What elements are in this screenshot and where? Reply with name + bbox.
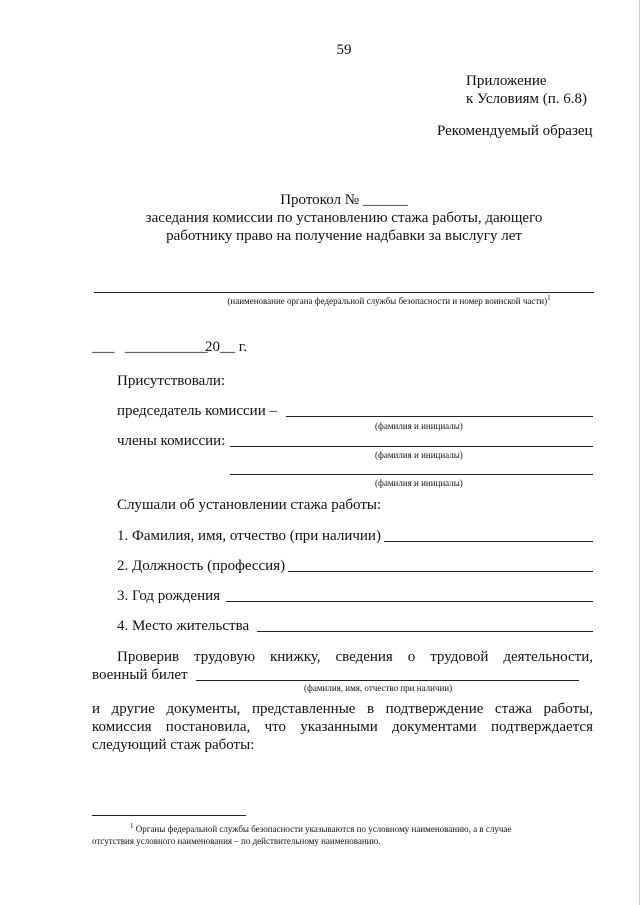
item-residence-line[interactable] <box>257 631 593 632</box>
members-field-line-2[interactable] <box>230 474 593 475</box>
chair-field-line[interactable] <box>286 416 593 417</box>
footnote-separator <box>92 815 246 816</box>
chair-caption: (фамилия и инициалы) <box>375 421 463 431</box>
members-caption-1: (фамилия и инициалы) <box>375 450 463 460</box>
heard-label: Слушали об установлении стажа работы: <box>117 497 382 513</box>
protocol-title: Протокол № ______ <box>280 192 408 208</box>
chair-label: председатель комиссии – <box>117 403 277 419</box>
present-label: Присутствовали: <box>117 373 226 389</box>
decision-line-2: комиссия постановила, что указанными документами подтверждается <box>92 719 593 735</box>
item-birth-year-line[interactable] <box>226 601 593 602</box>
date-year: 20__ г. <box>205 339 247 355</box>
members-label: члены комиссии: <box>117 433 226 449</box>
sample-label: Рекомендуемый образец <box>437 123 593 139</box>
item-birth-year-label: 3. Год рождения <box>117 588 221 604</box>
appendix-reference: к Условиям (п. 6.8) <box>466 91 588 107</box>
protocol-subtitle-line-2: работнику право на получение надбавки за выслугу лет <box>166 228 522 244</box>
members-caption-2: (фамилия и инициалы) <box>375 478 463 488</box>
appendix-label: Приложение <box>466 73 547 89</box>
item-residence-label: 4. Место жительства <box>117 618 250 634</box>
footnote-line-1: $^1$ Органы федеральной службы безопасности указываются по условному наименованию, а в случае <box>130 822 512 834</box>
item-position-label: 2. Должность (профессия) <box>117 558 286 574</box>
decision-line-1: и другие документы, представленные в подтверждение стажа работы, <box>92 701 593 717</box>
members-field-line-1[interactable] <box>230 446 593 447</box>
check-field-line[interactable] <box>196 680 579 681</box>
organization-field-line[interactable] <box>94 292 594 293</box>
check-caption: (фамилия, имя, отчество при наличии) <box>304 683 453 693</box>
decision-line-3: следующий стаж работы: <box>92 737 255 753</box>
check-line-1: Проверив трудовую книжку, сведения о трудовой деятельности, <box>117 649 593 665</box>
footnote-ref: 1 <box>547 294 551 302</box>
protocol-subtitle-line-1: заседания комиссии по установлению стажа работы, дающего <box>145 210 543 226</box>
page-number: 59 <box>336 42 352 58</box>
item-position-line[interactable] <box>288 571 593 572</box>
footnote-line-2: отсутствия условного наименования – по действительному наименованию. <box>92 836 381 846</box>
item-full-name-line[interactable] <box>384 541 593 542</box>
organization-caption: (наименование органа федеральной службы безопасности и номер воинской части)$^1$ <box>227 294 551 306</box>
date-day-blank[interactable]: ___ <box>92 339 115 355</box>
item-full-name-label: 1. Фамилия, имя, отчество (при наличии) <box>117 528 381 544</box>
footnote-mark: 1 <box>130 822 134 830</box>
check-military-id-label: военный билет <box>92 667 188 683</box>
date-month-blank[interactable]: ___________ <box>125 339 208 355</box>
